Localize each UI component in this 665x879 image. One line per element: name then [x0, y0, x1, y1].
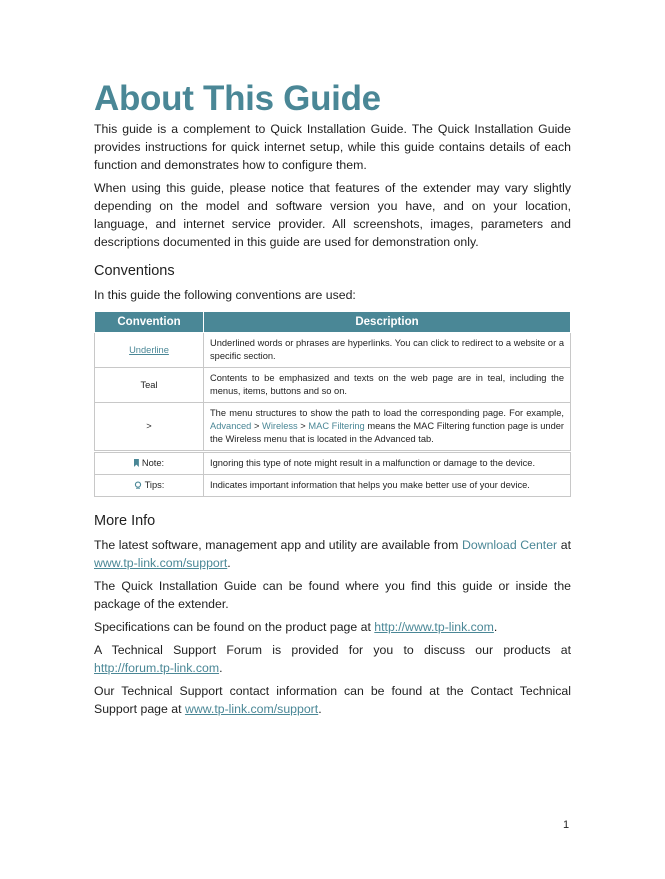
convention-teal: Teal [95, 368, 204, 403]
convention-underline [95, 333, 204, 368]
desc-text: means the MAC Filtering function page is under the Wireless menu that is located in the Advanced tab. [210, 421, 565, 444]
description-cell: Ignoring this type of note might result in a malfunction or damage to the device. [204, 452, 571, 475]
header-description: Description [204, 312, 571, 333]
support-link[interactable]: www.tp-link.com/support [94, 556, 228, 570]
more-info-paragraph-1 [94, 536, 571, 572]
table-row [95, 452, 571, 475]
conventions-table [94, 311, 571, 497]
note-label: Note: [141, 458, 165, 468]
path-separator: > [251, 421, 263, 431]
table-row [95, 368, 571, 403]
table-row [95, 475, 571, 497]
path-mac-filtering: MAC Filtering [308, 421, 365, 431]
underline-example-link[interactable]: Underline [129, 344, 169, 355]
forum-link[interactable]: http://forum.tp-link.com [94, 661, 220, 675]
text: . [227, 556, 231, 570]
more-info-paragraph-5 [94, 682, 571, 718]
table-row [95, 403, 571, 452]
product-page-link[interactable]: http://www.tp-link.com [374, 620, 494, 634]
text: A Technical Support Forum is provided for you to discuss our products at [94, 643, 571, 657]
description-cell: Contents to be emphasized and texts on the web page are in teal, including the menus, items, buttons and so on. [204, 368, 571, 403]
conventions-lead: In this guide the following conventions are used: [94, 288, 356, 302]
convention-note [95, 452, 204, 475]
page-content [94, 78, 571, 723]
text: Specifications can be found on the product page at [94, 620, 375, 634]
path-wireless: Wireless [262, 421, 298, 431]
conventions-heading: Conventions [94, 263, 175, 279]
contact-support-link[interactable]: www.tp-link.com/support [184, 702, 319, 716]
desc-text: The menu structures to show the path to load the corresponding page. For example, [210, 408, 564, 418]
description-cell: Underlined words or phrases are hyperlinks. You can click to redirect to a website or a specific section. [204, 333, 571, 368]
bookmark-icon [134, 459, 139, 467]
description-cell [204, 403, 571, 452]
table-row [95, 333, 571, 368]
download-center-text: Download Center [461, 538, 558, 552]
lightbulb-icon [134, 481, 142, 489]
path-separator: > [297, 421, 309, 431]
text: Our Technical Support contact information can be found at the Contact Technical Support page at [94, 684, 571, 716]
table-header-row [95, 312, 571, 333]
tips-label: Tips: [144, 480, 165, 490]
description-cell: Indicates important information that helps you make better use of your device. [204, 475, 571, 497]
text: at [557, 538, 571, 552]
text: . [219, 661, 223, 675]
text: . [318, 702, 322, 716]
more-info-heading: More Info [94, 513, 156, 529]
convention-arrow: > [95, 403, 204, 452]
convention-tips [95, 475, 204, 497]
intro-paragraph-1: This guide is a complement to Quick Installation Guide. The Quick Installation Guide provides instructions for quick internet setup, while this guide contains details of each function and demonstrates how to configure them. [94, 122, 571, 172]
more-info-paragraph-4 [94, 641, 571, 677]
header-convention: Convention [95, 312, 204, 333]
page-number: 1 [563, 819, 570, 831]
text: The latest software, management app and utility are available from [94, 538, 462, 552]
page-title: About This Guide [94, 79, 381, 118]
text: . [493, 620, 498, 634]
intro-paragraph-2: When using this guide, please notice that features of the extender may vary slightly depending on the model and software version you have, and on your location, language, and internet service provider. All screenshots, images, parameters and descriptions documented in this guide are used for demonstration only. [94, 181, 571, 249]
more-info-paragraph-2: The Quick Installation Guide can be found where you find this guide or inside the package of the extender. [94, 579, 571, 611]
path-advanced: Advanced [210, 421, 252, 431]
more-info-paragraph-3 [94, 618, 571, 636]
